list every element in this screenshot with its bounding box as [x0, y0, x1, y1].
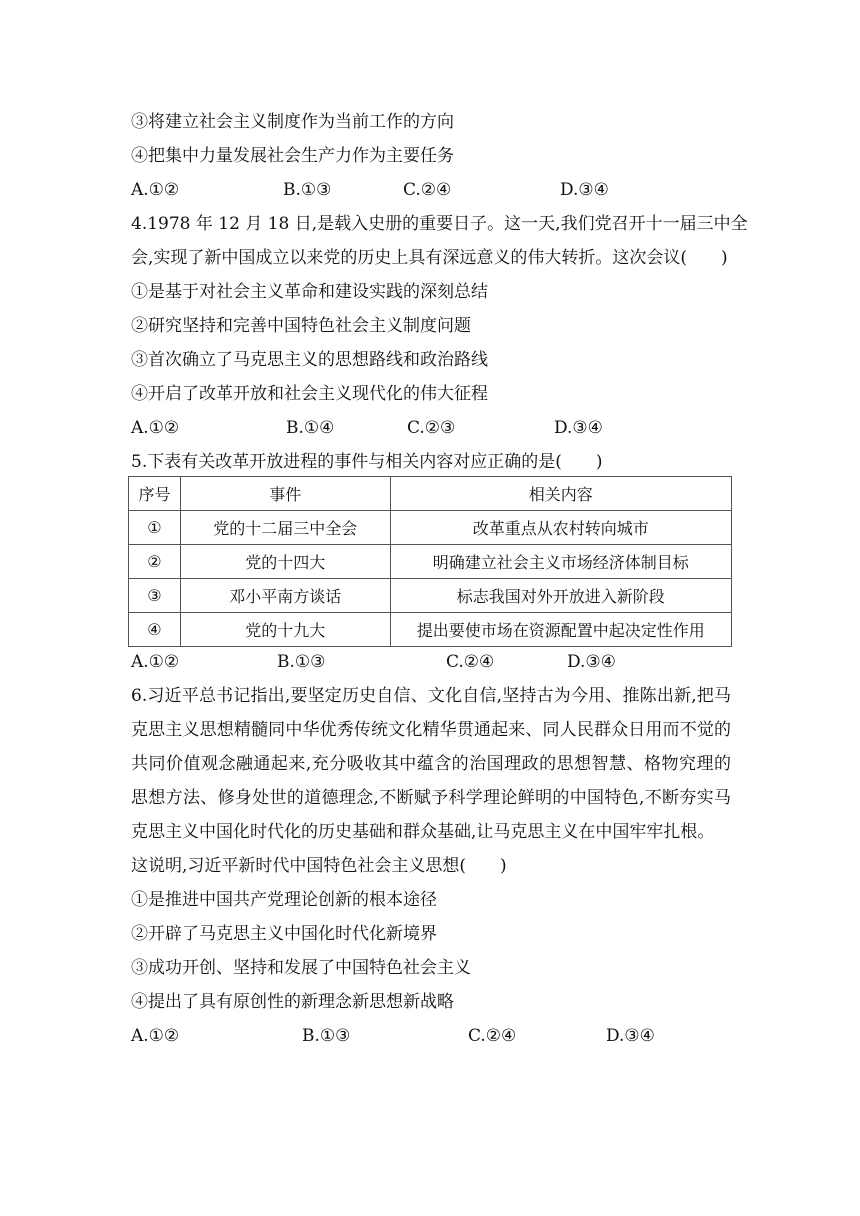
- q4-stem-line-2: 会,实现了新中国成立以来党的历史上具有深远意义的伟大转折。这次会议( ): [131, 248, 728, 268]
- table-row: [129, 545, 732, 579]
- q6-stem-line-2: 克思主义思想精髓同中华优秀传统文化精华贯通起来、同人民群众日用而不觉的: [131, 720, 731, 740]
- q4-option-a: A.①②: [131, 418, 180, 438]
- q4-stem-line-1: 4.1978 年 12 月 18 日,是载入史册的重要日子。这一天,我们党召开十一届三中全: [131, 214, 748, 234]
- q6-option-c: C.②④: [468, 1026, 517, 1046]
- q3-item-4: ④把集中力量发展社会生产力作为主要任务: [131, 146, 454, 166]
- q6-stem-line-3: 共同价值观念融通起来,充分吸收其中蕴含的治国理政的思想智慧、格物究理的: [131, 754, 731, 774]
- header-index: 序号: [129, 477, 181, 511]
- row-event: 邓小平南方谈话: [180, 579, 390, 613]
- row-index: ②: [129, 545, 181, 579]
- q4-option-b: B.①④: [286, 418, 335, 438]
- q6-option-d: D.③④: [606, 1026, 655, 1046]
- events-table: [128, 476, 732, 647]
- q3-option-c: C.②④: [403, 180, 452, 200]
- q6-item-3: ③成功开创、坚持和发展了中国特色社会主义: [131, 958, 471, 978]
- row-content: 改革重点从农村转向城市: [390, 511, 731, 545]
- q6-item-2: ②开辟了马克思主义中国化时代化新境界: [131, 924, 437, 944]
- q5-option-d: D.③④: [567, 652, 616, 672]
- header-event: 事件: [180, 477, 390, 511]
- q6-stem-line-5: 克思主义中国化时代化的历史基础和群众基础,让马克思主义在中国牢牢扎根。: [131, 822, 715, 842]
- q3-option-a: A.①②: [131, 180, 180, 200]
- q4-item-4: ④开启了改革开放和社会主义现代化的伟大征程: [131, 384, 488, 404]
- row-index: ③: [129, 579, 181, 613]
- row-index: ④: [129, 613, 181, 647]
- q5-option-c: C.②④: [446, 652, 495, 672]
- q4-item-2: ②研究坚持和完善中国特色社会主义制度问题: [131, 316, 471, 336]
- q6-stem-line-4: 思想方法、修身处世的道德理念,不断赋予科学理论鲜明的中国特色,不断夯实马: [131, 788, 731, 808]
- row-index: ①: [129, 511, 181, 545]
- q5-option-a: A.①②: [131, 652, 180, 672]
- row-content: 明确建立社会主义市场经济体制目标: [390, 545, 731, 579]
- row-event: 党的十四大: [180, 545, 390, 579]
- q3-item-3: ③将建立社会主义制度作为当前工作的方向: [131, 112, 454, 132]
- table-row: [129, 613, 732, 647]
- q6-item-4: ④提出了具有原创性的新理念新思想新战略: [131, 992, 454, 1012]
- q6-stem-line-6: 这说明,习近平新时代中国特色社会主义思想( ): [131, 856, 507, 876]
- q6-option-b: B.①③: [302, 1026, 351, 1046]
- header-content: 相关内容: [390, 477, 731, 511]
- table-row: [129, 579, 732, 613]
- table-row: [129, 511, 732, 545]
- q4-option-c: C.②③: [407, 418, 456, 438]
- q6-stem-line-1: 6.习近平总书记指出,要坚定历史自信、文化自信,坚持古为今用、推陈出新,把马: [131, 686, 731, 706]
- q6-option-a: A.①②: [131, 1026, 180, 1046]
- row-content: 标志我国对外开放进入新阶段: [390, 579, 731, 613]
- q3-option-b: B.①③: [283, 180, 332, 200]
- row-event: 党的十二届三中全会: [180, 511, 390, 545]
- q4-option-d: D.③④: [554, 418, 603, 438]
- q3-option-d: D.③④: [560, 180, 609, 200]
- q4-item-1: ①是基于对社会主义革命和建设实践的深刻总结: [131, 282, 488, 302]
- q4-item-3: ③首次确立了马克思主义的思想路线和政治路线: [131, 350, 488, 370]
- q5-stem: 5.下表有关改革开放进程的事件与相关内容对应正确的是( ): [131, 452, 603, 472]
- table-header-row: [129, 477, 732, 511]
- row-content: 提出要使市场在资源配置中起决定性作用: [390, 613, 731, 647]
- row-event: 党的十九大: [180, 613, 390, 647]
- q5-option-b: B.①③: [277, 652, 326, 672]
- q6-item-1: ①是推进中国共产党理论创新的根本途径: [131, 890, 437, 910]
